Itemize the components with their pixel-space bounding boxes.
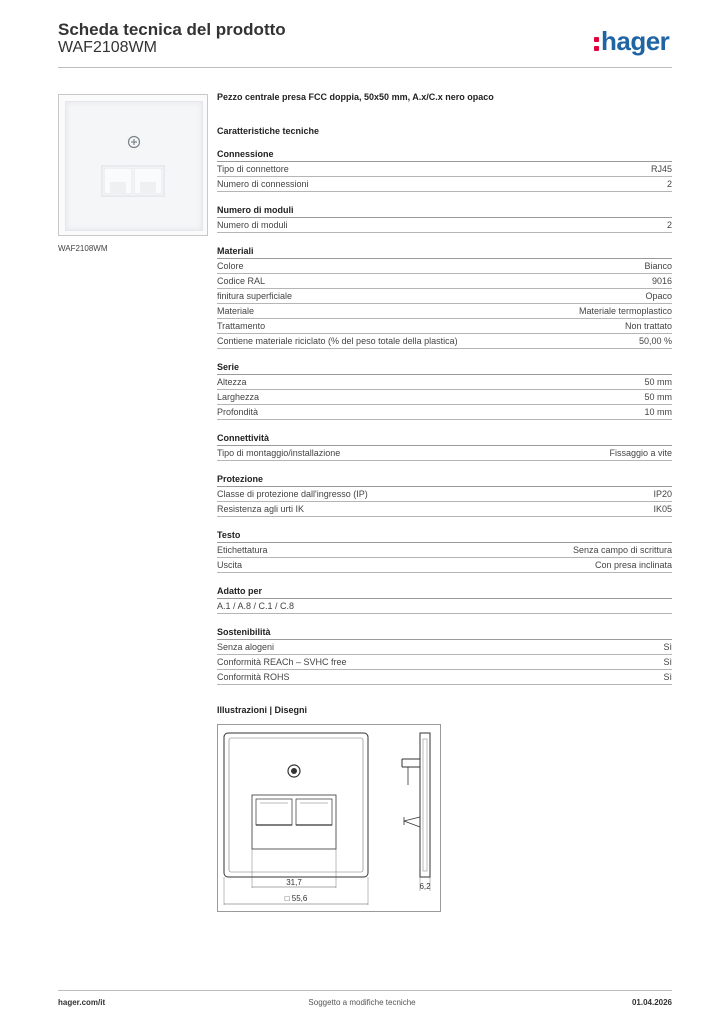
- specs-heading: Caratteristiche tecniche: [217, 126, 320, 136]
- spec-label: Codice RAL: [217, 276, 266, 286]
- section-title: Testo: [217, 530, 672, 543]
- spec-value: 10 mm: [644, 407, 672, 417]
- logo-mark-icon: [594, 32, 599, 50]
- spec-row: [217, 218, 672, 233]
- spec-value: Sì: [663, 657, 672, 667]
- spec-value: Bianco: [644, 261, 672, 271]
- spec-sections: [217, 149, 672, 573]
- spec-label: Conformità REACh – SVHC free: [217, 657, 347, 667]
- spec-label: Uscita: [217, 560, 243, 570]
- header-divider: [58, 67, 672, 68]
- spec-value: Sì: [663, 642, 672, 652]
- spec-value: 9016: [651, 276, 672, 286]
- technical-drawing: [217, 724, 441, 912]
- spec-label: finitura superficiale: [217, 291, 293, 301]
- spec-label: Larghezza: [217, 392, 260, 402]
- spec-value: Senza campo di scrittura: [572, 545, 672, 555]
- spec-value: 50,00 %: [638, 336, 672, 346]
- hager-logo: [594, 26, 669, 57]
- spec-label: Classe di protezione dall'ingresso (IP): [217, 489, 368, 499]
- section-title: Connessione: [217, 149, 672, 162]
- spec-row: [217, 446, 672, 461]
- spec-row: [217, 177, 672, 192]
- spec-value: Con presa inclinata: [594, 560, 672, 570]
- section-title: Numero di moduli: [217, 205, 672, 218]
- dimension-drawing-icon: [218, 725, 440, 911]
- spec-section: [217, 433, 672, 461]
- spec-value: Sì: [663, 672, 672, 682]
- sustainability-row: [217, 655, 672, 670]
- spec-value: IP20: [653, 489, 672, 499]
- spec-row: [217, 319, 672, 334]
- spec-value: IK05: [653, 504, 672, 514]
- sustainability-section: [217, 627, 672, 685]
- dim-outer-label: □ 55,6: [284, 894, 308, 903]
- spec-value: 2: [666, 179, 672, 189]
- product-image-plate: [65, 101, 203, 231]
- spec-row: [217, 274, 672, 289]
- spec-label: Colore: [217, 261, 244, 271]
- spec-label: Altezza: [217, 377, 247, 387]
- spec-row: [217, 543, 672, 558]
- spec-label: Senza alogeni: [217, 642, 275, 652]
- section-title: Adatto per: [217, 586, 672, 599]
- footer-divider: [58, 990, 672, 991]
- spec-value: 50 mm: [644, 377, 672, 387]
- spec-row: [217, 259, 672, 274]
- socket-illustration-icon: [66, 102, 202, 230]
- spec-section: [217, 474, 672, 517]
- spec-row: [217, 558, 672, 573]
- logo-text: hager: [601, 26, 670, 56]
- sustainability-row: [217, 670, 672, 685]
- spec-label: Resistenza agli urti IK: [217, 504, 305, 514]
- spec-section: [217, 362, 672, 420]
- dim-depth-label: 6,2: [419, 882, 431, 891]
- spec-value: Non trattato: [624, 321, 672, 331]
- spec-value: 2: [666, 220, 672, 230]
- footer-website-link[interactable]: hager.com/it: [58, 998, 106, 1007]
- product-image-caption: WAF2108WM: [58, 244, 108, 253]
- spec-row: [217, 502, 672, 517]
- dim-inner-label: 31,7: [286, 878, 302, 887]
- spec-section: [217, 205, 672, 233]
- spec-content: [217, 92, 672, 725]
- page-title: Scheda tecnica del prodotto: [58, 20, 286, 39]
- spec-value: Opaco: [645, 291, 672, 301]
- spec-section: [217, 149, 672, 192]
- section-title: Connettività: [217, 433, 672, 446]
- footer-note: Soggetto a modifiche tecniche: [308, 998, 416, 1007]
- spec-row: [217, 405, 672, 420]
- product-image: [58, 94, 208, 236]
- spec-label: Conformità ROHS: [217, 672, 290, 682]
- spec-row: [217, 390, 672, 405]
- spec-label: Etichettatura: [217, 545, 268, 555]
- spec-label: Trattamento: [217, 321, 266, 331]
- spec-section: [217, 530, 672, 573]
- spec-label: Profondità: [217, 407, 259, 417]
- suitable-value: A.1 / A.8 / C.1 / C.8: [217, 599, 672, 614]
- spec-row: [217, 289, 672, 304]
- spec-label: Contiene materiale riciclato (% del peso totale della plastica): [217, 336, 458, 346]
- spec-row: [217, 162, 672, 177]
- illustrations-heading: Illustrazioni | Disegni: [217, 705, 308, 715]
- section-title: Serie: [217, 362, 672, 375]
- spec-label: Tipo di montaggio/installazione: [217, 448, 341, 458]
- spec-value: RJ45: [650, 164, 672, 174]
- product-code: WAF2108WM: [58, 39, 157, 56]
- section-title: Materiali: [217, 246, 672, 259]
- spec-row: [217, 334, 672, 349]
- spec-label: Materiale: [217, 306, 255, 316]
- spec-section: [217, 246, 672, 349]
- spec-value: Materiale termoplastico: [578, 306, 672, 316]
- spec-row: [217, 487, 672, 502]
- section-title: Sostenibilità: [217, 627, 672, 640]
- suitable-section: [217, 586, 672, 614]
- spec-label: Tipo di connettore: [217, 164, 289, 174]
- spec-label: Numero di connessioni: [217, 179, 309, 189]
- product-description: Pezzo centrale presa FCC doppia, 50x50 mm, A.x/C.x nero opaco: [217, 92, 494, 102]
- sustainability-row: [217, 640, 672, 655]
- spec-row: [217, 304, 672, 319]
- footer-date: 01.04.2026: [631, 998, 672, 1007]
- spec-label: Numero di moduli: [217, 220, 288, 230]
- sustainability-rows: [217, 640, 672, 685]
- spec-value: 50 mm: [644, 392, 672, 402]
- section-title: Protezione: [217, 474, 672, 487]
- spec-row: [217, 375, 672, 390]
- spec-value: Fissaggio a vite: [609, 448, 672, 458]
